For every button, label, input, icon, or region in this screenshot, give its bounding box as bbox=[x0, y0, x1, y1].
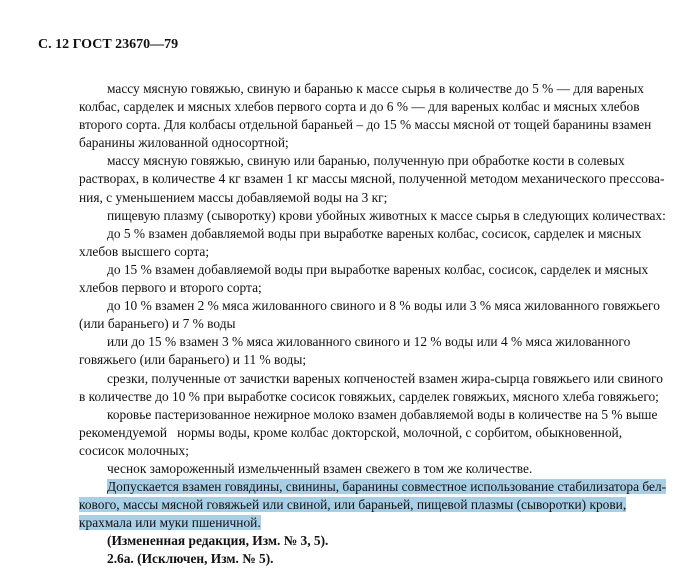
text-line: до 10 % взамен 2 % мяса жилованного свиного и 8 % воды или 3 % мяса жилованного говяжьего bbox=[107, 298, 660, 314]
text-line: срезки, полученные от зачистки вареных копченостей взамен жира-сырца говяжьего или свиного bbox=[107, 370, 663, 386]
text-line: ния, с уменьшением массы добавляемой воды на 3 кг; bbox=[79, 189, 388, 205]
text-line: баранины жилованной односортной; bbox=[79, 135, 289, 151]
text-line: колбас, сарделек и мясных хлебов первого сорта и до 6 % — для вареных колбас и мясных хлебов bbox=[79, 99, 640, 115]
text-line: говяжьего (или бараньего) и 11 % воды; bbox=[79, 352, 307, 368]
text-line: сосисок молочных; bbox=[79, 442, 189, 458]
text-line: растворах, в количестве 4 кг взамен 1 кг массы мясной, полученной методом механического прессова- bbox=[79, 171, 665, 187]
highlighted-line[interactable]: кового, массы мясной говяжьей или свиной, или бараньей, пищевой плазмы (сыворотки) крови, bbox=[79, 497, 627, 513]
section-note: 2.6а. (Исключен, Изм. № 5). bbox=[107, 551, 274, 567]
text-line: хлебов первого и второго сорта; bbox=[79, 280, 262, 296]
text-line: рекомендуемой нормы воды, кроме колбас докторской, молочной, с сорбитом, обыкновенной, bbox=[79, 424, 623, 440]
text-line: (или бараньего) и 7 % воды bbox=[79, 316, 236, 332]
document-body bbox=[79, 80, 667, 569]
text-line: или до 15 % взамен 3 % мяса жилованного свиного и 12 % воды или 4 % мяса жилованного bbox=[107, 334, 631, 350]
text-line: хлебов высшего сорта; bbox=[79, 243, 210, 259]
text-line: в количестве до 10 % при выработке сосисок говяжьих, сарделек говяжьих, мясного хлеба говяжьего; bbox=[79, 388, 659, 404]
text-line: массу мясную говяжью, свиную и баранью к массе сырья в количестве до 5 % — для вареных bbox=[107, 81, 644, 96]
text-line: до 5 % взамен добавляемой воды при выработке вареных колбас, сосисок, сарделек и мясных bbox=[107, 225, 642, 241]
text-line: до 15 % взамен добавляемой воды при выработке вареных колбас, сосисок, сарделек и мясных bbox=[107, 261, 649, 277]
page-header: С. 12 ГОСТ 23670—79 bbox=[38, 37, 179, 52]
highlighted-line[interactable]: крахмала или муки пшеничной. bbox=[79, 515, 261, 531]
text-line: чеснок замороженный измельченный взамен свежего в том же количестве. bbox=[107, 460, 533, 476]
revision-note: (Измененная редакция, Изм. № 3, 5). bbox=[107, 533, 329, 549]
text-line: массу мясную говяжью, свиную или баранью, полученную при обработке кости в солевых bbox=[107, 153, 625, 169]
text-line: пищевую плазму (сыворотку) крови убойных животных к массе сырья в следующих количествах: bbox=[107, 207, 666, 223]
text-line: коровье пастеризованное нежирное молоко взамен добавляемой воды в количестве на 5 % выше bbox=[107, 406, 658, 422]
text-line: второго сорта. Для колбасы отдельной бараньей – до 15 % массы мясной от тощей баранины взамен bbox=[79, 117, 652, 133]
highlighted-line[interactable]: Допускается взамен говядины, свинины, баранины совместное использование стабилизатора бел- bbox=[107, 479, 667, 495]
